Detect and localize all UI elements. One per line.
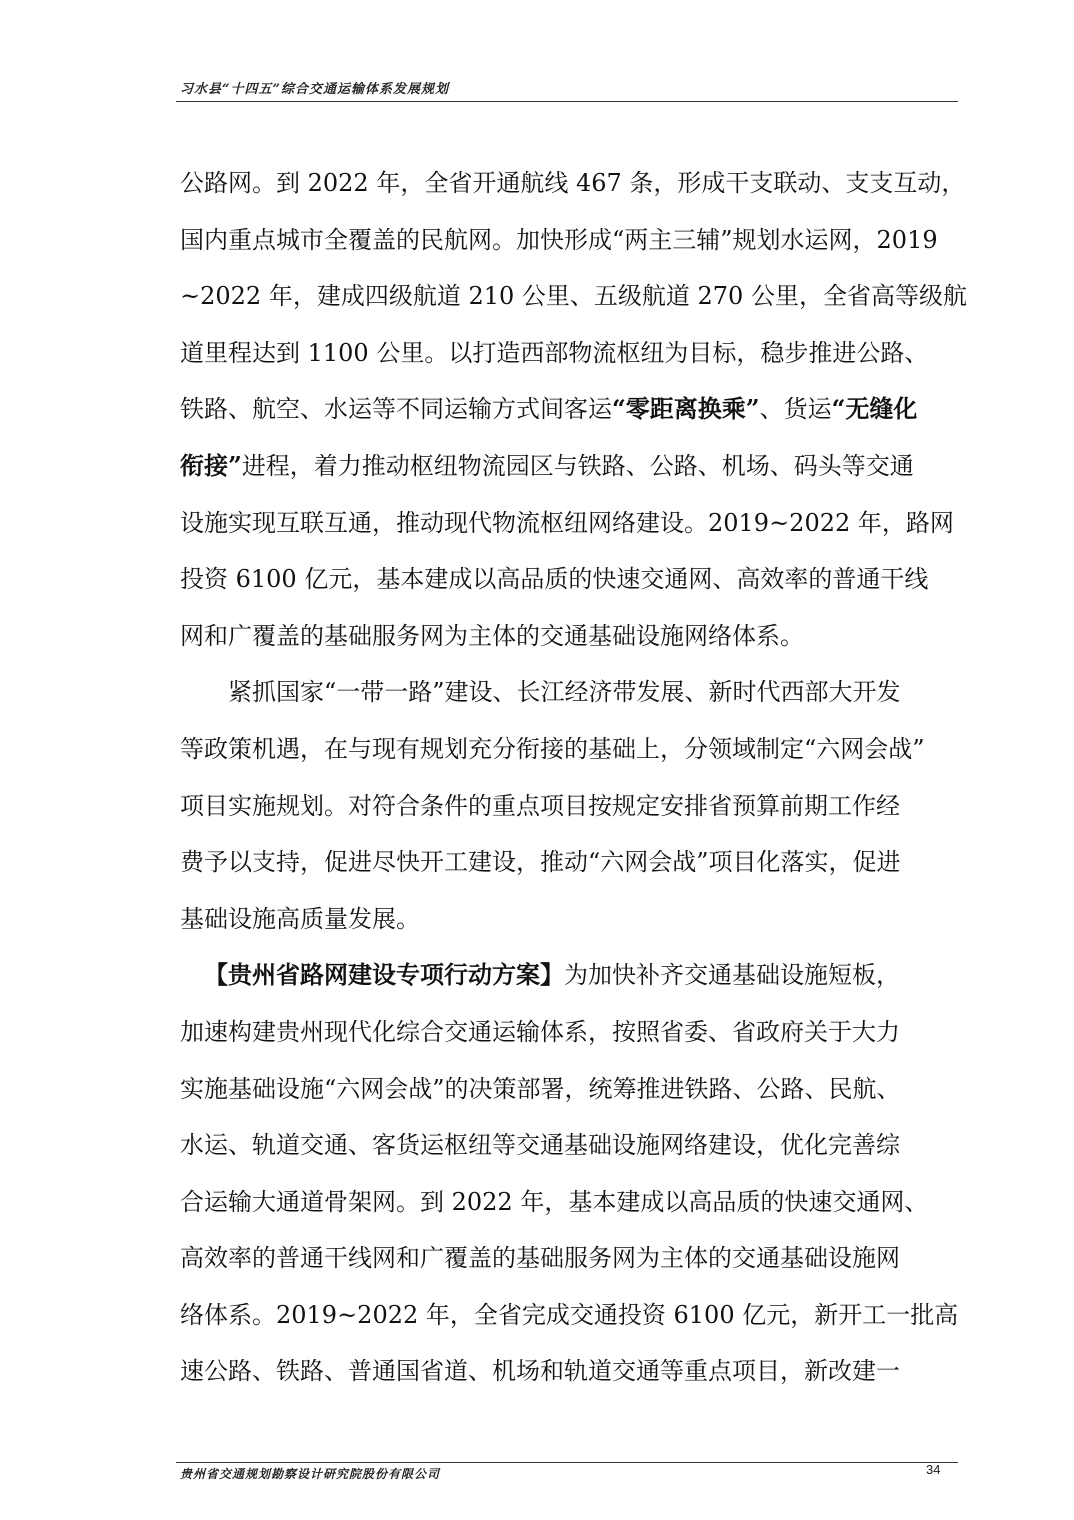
- text-line: 项目实施规划。对符合条件的重点项目按规定安排省预算前期工作经: [180, 791, 900, 820]
- text-line: 合运输大通道骨架网。到 2022 年，基本建成以高品质的快速交通网、: [180, 1187, 929, 1216]
- text-line: 紧抓国家“一带一路”建设、长江经济带发展、新时代西部大开发: [228, 678, 901, 707]
- text-line: 速公路、铁路、普通国省道、机场和轨道交通等重点项目，新改建一: [180, 1357, 900, 1386]
- bold-term: “零距离换乘”: [612, 394, 760, 424]
- text-line: 等政策机遇，在与现有规划充分衔接的基础上，分领域制定“六网会战”: [180, 734, 925, 763]
- text-line: 公路网。到 2022 年，全省开通航线 467 条，形成干支联动、支支互动，: [180, 169, 966, 197]
- text-line: 道里程达到 1100 公里。以打造西部物流枢纽为目标，稳步推进公路、: [180, 338, 929, 367]
- text-run: 铁路、航空、水运等不同运输方式间客运: [180, 395, 612, 424]
- text-line: 高效率的普通干线网和广覆盖的基础服务网为主体的交通基础设施网: [180, 1244, 900, 1273]
- text-line: 网和广覆盖的基础服务网为主体的交通基础设施网络体系。: [180, 621, 804, 650]
- text-line: [180, 947, 950, 1004]
- text-run: 、货运: [759, 395, 832, 424]
- footer-divider: [176, 1462, 958, 1463]
- text-line: 设施实现互联互通，推动现代物流枢纽网络建设。2019~2022 年，路网: [180, 508, 954, 537]
- text-line: 基础设施高质量发展。: [180, 904, 420, 933]
- text-line: 络体系。2019~2022 年，全省完成交通投资 6100 亿元，新开工一批高: [180, 1300, 959, 1329]
- bold-term: “无缝化: [831, 394, 918, 424]
- document-body: [180, 155, 967, 1400]
- text-line: [180, 438, 950, 495]
- text-run: 为加快补齐交通基础设施短板，: [564, 961, 900, 990]
- text-line: 水运、轨道交通、客货运枢纽等交通基础设施网络建设，优化完善综: [180, 1131, 900, 1160]
- header-divider: [176, 101, 958, 102]
- page-footer: 贵州省交通规划勘察设计研究院股份有限公司: [180, 1467, 441, 1481]
- section-heading: 【贵州省路网建设专项行动方案】: [204, 960, 564, 990]
- text-line: ~2022 年，建成四级航道 210 公里、五级航道 270 公里，全省高等级航: [180, 282, 967, 311]
- text-line: 国内重点城市全覆盖的民航网。加快形成“两主三辅”规划水运网，2019: [180, 225, 938, 254]
- text-line: [180, 381, 950, 438]
- page-number: 34: [926, 1462, 941, 1477]
- text-line: 实施基础设施“六网会战”的决策部署，统筹推进铁路、公路、民航、: [180, 1074, 901, 1103]
- paragraph-3: [180, 947, 959, 1400]
- text-line: 投资 6100 亿元，基本建成以高品质的快速交通网、高效率的普通干线: [180, 565, 929, 594]
- text-line: 加速构建贵州现代化综合交通运输体系，按照省委、省政府关于大力: [180, 1017, 900, 1046]
- text-run: 进程，着力推动枢纽物流园区与铁路、公路、机场、码头等交通: [241, 451, 914, 480]
- bold-term: 衔接”: [180, 450, 242, 480]
- text-line: 费予以支持，促进尽快开工建设，推动“六网会战”项目化落实，促进: [180, 848, 901, 877]
- paragraph-2: [180, 664, 950, 947]
- paragraph-1: [180, 155, 967, 664]
- page-header: 习水县“十四五”综合交通运输体系发展规划: [180, 82, 449, 97]
